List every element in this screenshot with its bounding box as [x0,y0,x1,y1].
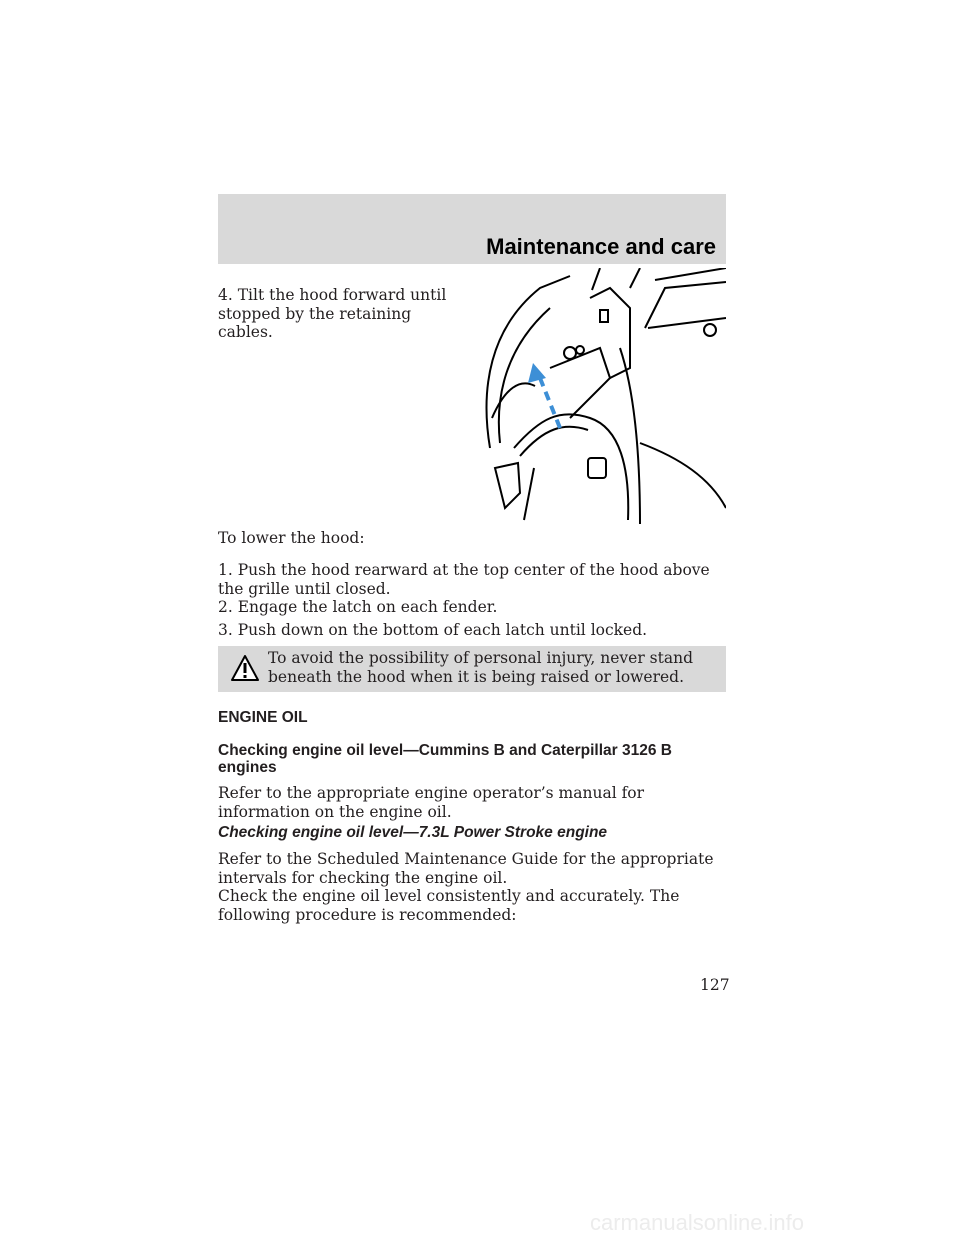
heading-engine-oil: ENGINE OIL [218,709,308,726]
step-4-text: 4. Tilt the hood forward until stopped by the retaining cables. [218,286,447,341]
powerstroke-text-1: Refer to the Scheduled Maintenance Guide for the appropriate intervals for checking the engine oil. [218,850,714,887]
cummins-text: Refer to the appropriate engine operator’s manual for information on the engine oil. [218,784,645,821]
lower-step-2: 2. Engage the latch on each fender. [218,598,498,616]
lower-step-1: 1. Push the hood rearward at the top center of the hood above the grille until closed. [218,561,710,598]
lower-step-3: 3. Push down on the bottom of each latch until locked. [218,621,648,639]
heading-cummins: Checking engine oil level—Cummins B and Caterpillar 3126 B engines [218,742,672,776]
heading-powerstroke: Checking engine oil level—7.3L Power Stroke engine [218,824,608,841]
section-title: Maintenance and care [486,234,716,259]
warning-box [218,646,726,692]
hood-tilt-illustration [480,268,726,524]
lower-hood-intro: To lower the hood: [218,529,365,547]
warning-text: To avoid the possibility of personal injury, never stand beneath the hood when it is being raised or lowered. [268,649,694,686]
section-header-band [218,194,726,264]
watermark: carmanualsonline.info [590,1210,805,1235]
page-number: 127 [700,976,730,994]
warning-icon [230,654,260,682]
powerstroke-text-2: Check the engine oil level consistently and accurately. The following procedure is recommended: [218,887,680,924]
